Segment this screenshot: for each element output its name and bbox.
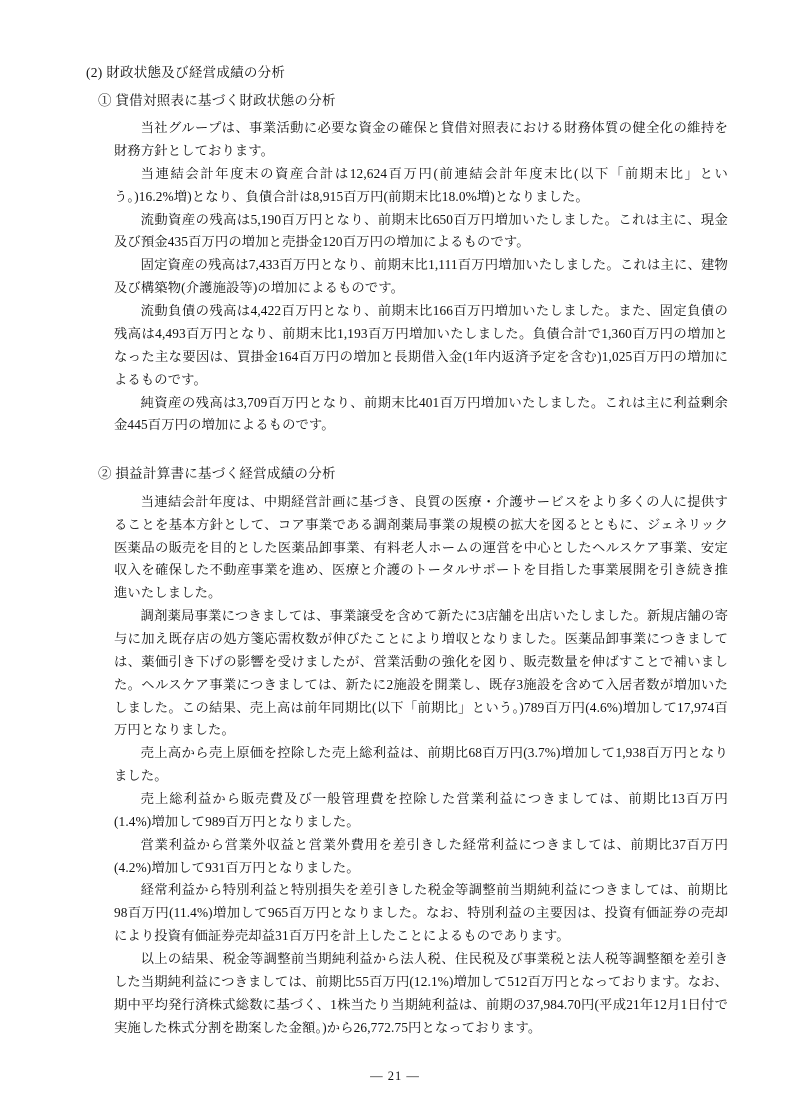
paragraph: 当連結会計年度末の資産合計は12,624百万円(前連結会計年度末比(以下「前期末比」という。)16.2%増)となり、負債合計は8,915百万円(前期末比18.0%増)となりました。 bbox=[114, 165, 728, 204]
paragraph: 流動負債の残高は4,422百万円となり、前期末比166百万円増加いたしました。また、固定負債の残高は4,493百万円となり、前期末比1,193百万円増加いたしました。負債合計で1,360百万円の増加となった主な要因は、買掛金164百万円の増加と長期借入金(1年内返済予定を含む)1,025百万円の増加によるものです。 bbox=[114, 303, 728, 387]
paragraph: 流動資産の残高は5,190百万円となり、前期末比650百万円増加いたしました。これは主に、現金及び預金435百万円の増加と売掛金120百万円の増加によるものです。 bbox=[114, 211, 728, 250]
subsection-2-title: ② 損益計算書に基づく経営成績の分析 bbox=[98, 466, 336, 482]
subsection-2 bbox=[86, 463, 732, 1039]
subsection-1 bbox=[86, 90, 732, 438]
paragraph: 当社グループは、事業活動に必要な資金の確保と貸借対照表における財務体質の健全化の維持を財務方針としております。 bbox=[114, 120, 728, 159]
paragraph: 経常利益から特別利益と特別損失を差引きした税金等調整前当期純利益につきましては、前期比98百万円(11.4%)増加して965百万円となりました。なお、特別利益の主要因は、投資有価証券の売却により投資有価証券売却益31百万円を計上したことによるものであります。 bbox=[114, 882, 728, 944]
paragraph: 売上総利益から販売費及び一般管理費を控除した営業利益につきましては、前期比13百万円(1.4%)増加して989百万円となりました。 bbox=[114, 790, 728, 829]
paragraph: 純資産の残高は3,709百万円となり、前期末比401百万円増加いたしました。これは主に利益剰余金445百万円の増加によるものです。 bbox=[114, 394, 728, 433]
paragraph: 固定資産の残高は7,433百万円となり、前期末比1,111百万円増加いたしました。これは主に、建物及び構築物(介護施設等)の増加によるものです。 bbox=[114, 257, 728, 296]
page-number: ― 21 ― bbox=[370, 1069, 420, 1083]
page-title: (2) 財政状態及び経営成績の分析 bbox=[86, 65, 286, 80]
paragraph: 当連結会計年度は、中期経営計画に基づき、良質の医療・介護サービスをより多くの人に提供することを基本方針として、コア事業である調剤薬局事業の規模の拡大を図るとともに、ジェネリック医薬品の販売を目的とした医薬品卸事業、有料老人ホームの運営を中心としたヘルスケア事業、安定収入を確保した不動産事業を進め、医療と介護のトータルサポートを目指した事業展開を引き続き推進いたしました。 bbox=[114, 493, 728, 601]
paragraph: 以上の結果、税金等調整前当期純利益から法人税、住民税及び事業税と法人税等調整額を差引きした当期純利益につきましては、前期比55百万円(12.1%)増加して512百万円となっております。なお、期中平均発行済株式総数に基づく、1株当たり当期純利益は、前期の37,984.70円(平成21年12月1日付で実施した株式分割を勘案した金額。)から26,772.75円となっております。 bbox=[114, 951, 728, 1035]
paragraph: 売上高から売上原価を控除した売上総利益は、前期比68百万円(3.7%)増加して1,938百万円となりました。 bbox=[114, 745, 728, 784]
paragraph: 営業利益から営業外収益と営業外費用を差引きした経常利益につきましては、前期比37百万円(4.2%)増加して931百万円となりました。 bbox=[114, 836, 728, 875]
subsection-1-title: ① 貸借対照表に基づく財政状態の分析 bbox=[98, 92, 336, 108]
paragraph: 調剤薬局事業につきましては、事業譲受を含めて新たに3店舗を出店いたしました。新規店舗の寄与に加え既存店の処方箋応需枚数が伸びたことにより増収となりました。医薬品卸事業につきましては、薬価引き下げの影響を受けましたが、営業活動の強化を図り、販売数量を伸ばすことで補いました。ヘルスケア事業につきましては、新たに2施設を開業し、既存3施設を含めて入居者数が増加いたしました。この結果、売上高は前年同期比(以下「前期比」という。)789百万円(4.6%)増加して17,974百万円となりました。 bbox=[114, 608, 728, 738]
